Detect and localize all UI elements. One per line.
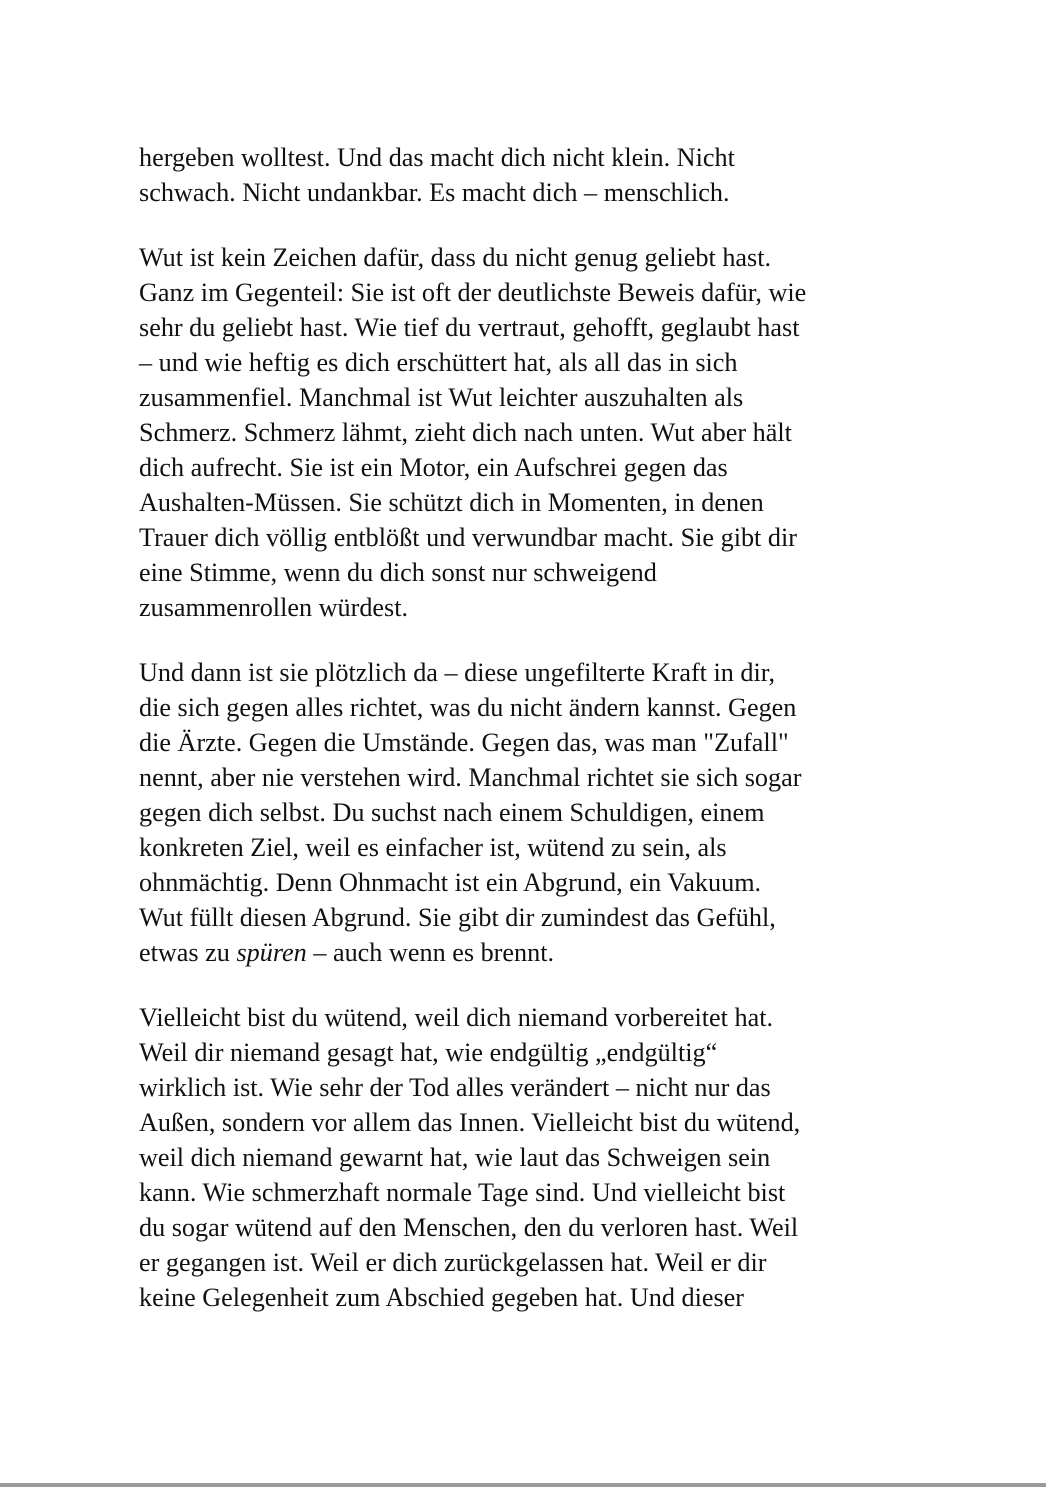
emphasized-word: spüren <box>236 938 307 967</box>
paragraph-1 <box>139 140 929 210</box>
text-line: du sogar wütend auf den Menschen, den du verloren hast. Weil <box>139 1213 799 1242</box>
text-line: schwach. Nicht undankbar. Es macht dich – menschlich. <box>139 178 730 207</box>
text-line: konkreten Ziel, weil es einfacher ist, wütend zu sein, als <box>139 833 727 862</box>
paragraph-4 <box>139 1000 929 1315</box>
text-line: Und dann ist sie plötzlich da – diese ungefilterte Kraft in dir, <box>139 658 776 687</box>
text-line: weil dich niemand gewarnt hat, wie laut das Schweigen sein <box>139 1143 771 1172</box>
paragraph-3 <box>139 655 929 970</box>
text-line: kann. Wie schmerzhaft normale Tage sind. Und vielleicht bist <box>139 1178 786 1207</box>
text-line: zusammenrollen würdest. <box>139 593 409 622</box>
text-line: die sich gegen alles richtet, was du nicht ändern kannst. Gegen <box>139 693 797 722</box>
text-line: Aushalten-Müssen. Sie schützt dich in Momenten, in denen <box>139 488 764 517</box>
text-line: Trauer dich völlig entblößt und verwundbar macht. Sie gibt dir <box>139 523 797 552</box>
text-line: wirklich ist. Wie sehr der Tod alles verändert – nicht nur das <box>139 1073 771 1102</box>
text-line: ohnmächtig. Denn Ohnmacht ist ein Abgrund, ein Vakuum. <box>139 868 762 897</box>
paragraph-2 <box>139 240 929 625</box>
text-line: Schmerz. Schmerz lähmt, zieht dich nach unten. Wut aber hält <box>139 418 792 447</box>
text-line-with-emphasis <box>139 935 929 970</box>
text-line: Außen, sondern vor allem das Innen. Vielleicht bist du wütend, <box>139 1108 801 1137</box>
text-line: Ganz im Gegenteil: Sie ist oft der deutlichste Beweis dafür, wie <box>139 278 807 307</box>
text-line: Wut ist kein Zeichen dafür, dass du nicht genug geliebt hast. <box>139 243 772 272</box>
text-line: sehr du geliebt hast. Wie tief du vertraut, gehofft, geglaubt hast <box>139 313 800 342</box>
text-line: zusammenfiel. Manchmal ist Wut leichter auszuhalten als <box>139 383 744 412</box>
text-line: – und wie heftig es dich erschüttert hat, als all das in sich <box>139 348 738 377</box>
text-line: nennt, aber nie verstehen wird. Manchmal richtet sie sich sogar <box>139 763 802 792</box>
body-text <box>139 140 929 1345</box>
text-line: eine Stimme, wenn du dich sonst nur schweigend <box>139 558 657 587</box>
text-line: Weil dir niemand gesagt hat, wie endgültig „endgültig“ <box>139 1038 718 1067</box>
page-bottom-edge <box>0 1483 1046 1487</box>
text-run: etwas zu <box>139 938 237 967</box>
text-line: er gegangen ist. Weil er dich zurückgelassen hat. Weil er dir <box>139 1248 767 1277</box>
text-line: gegen dich selbst. Du suchst nach einem Schuldigen, einem <box>139 798 765 827</box>
text-line: hergeben wolltest. Und das macht dich nicht klein. Nicht <box>139 143 735 172</box>
text-line: Wut füllt diesen Abgrund. Sie gibt dir zumindest das Gefühl, <box>139 903 776 932</box>
text-line: dich aufrecht. Sie ist ein Motor, ein Aufschrei gegen das <box>139 453 728 482</box>
text-line: Vielleicht bist du wütend, weil dich niemand vorbereitet hat. <box>139 1003 774 1032</box>
text-line: die Ärzte. Gegen die Umstände. Gegen das, was man "Zufall" <box>139 728 789 757</box>
text-run: – auch wenn es brennt. <box>306 938 555 967</box>
text-line: keine Gelegenheit zum Abschied gegeben hat. Und dieser <box>139 1283 745 1312</box>
